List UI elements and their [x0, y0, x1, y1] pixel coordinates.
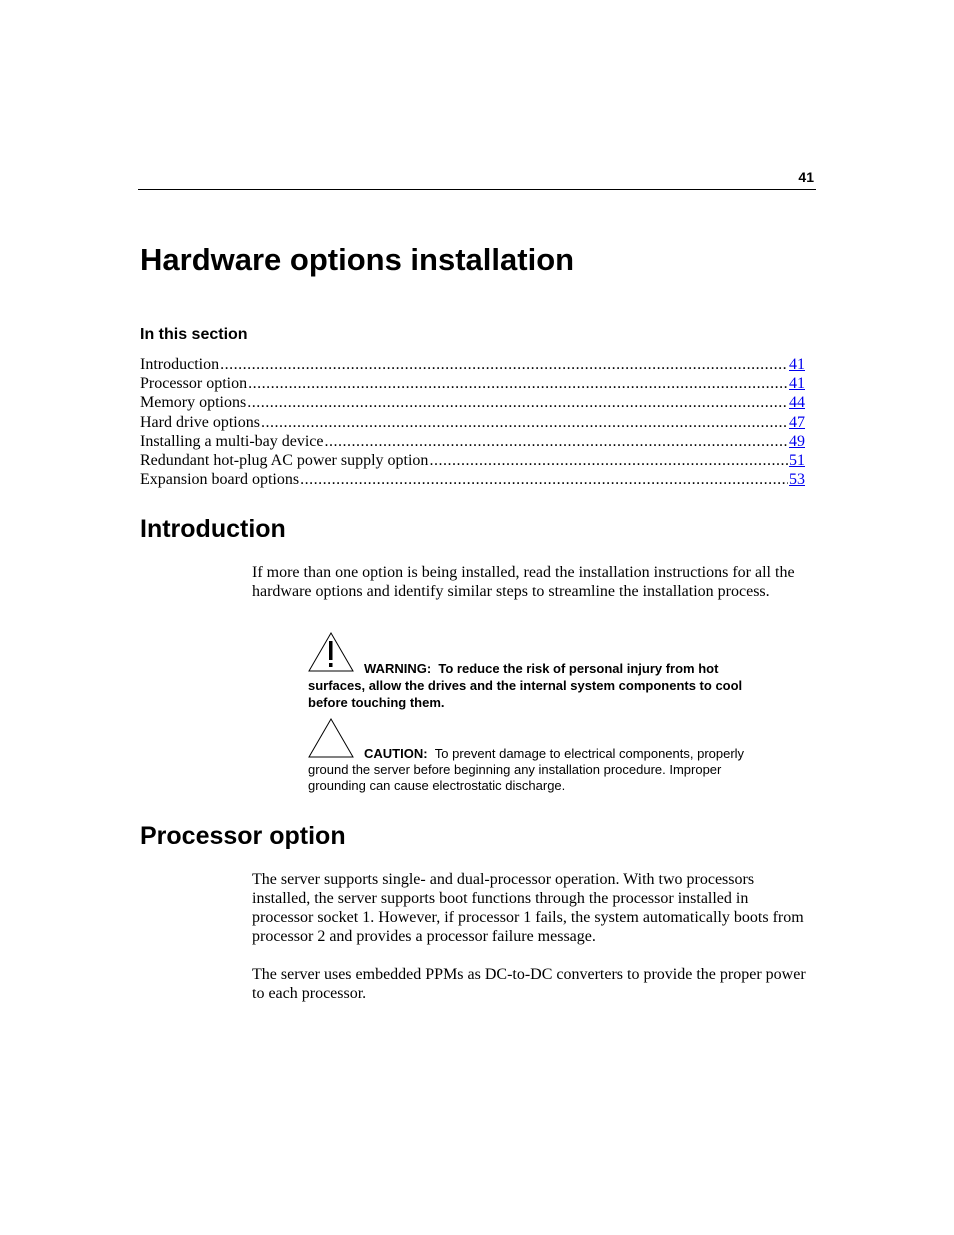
- toc-leader: [429, 451, 788, 470]
- warning-note: [308, 632, 758, 711]
- toc-page-link[interactable]: 41: [789, 356, 805, 373]
- toc-page-link[interactable]: 49: [789, 432, 805, 450]
- page-number: 41: [798, 169, 814, 185]
- introduction-paragraph: If more than one option is being installed, read the installation instructions for all the hardware options and identify similar steps to streamline the installation process.: [252, 564, 795, 600]
- header-rule: [138, 189, 816, 190]
- toc-leader: [261, 413, 788, 432]
- toc-leader: [300, 470, 788, 489]
- toc-entry: [140, 374, 805, 393]
- toc-leader: [247, 393, 788, 412]
- warning-triangle-icon: [308, 632, 354, 672]
- caution-note: [308, 718, 758, 794]
- toc-entry-label: Expansion board options: [140, 471, 300, 489]
- toc-entry: [140, 413, 805, 432]
- toc-leader: [248, 374, 788, 393]
- toc-entry-label: Introduction: [140, 356, 220, 373]
- caution-label: CAUTION:: [364, 746, 428, 761]
- toc-page-link[interactable]: 44: [789, 394, 805, 412]
- processor-paragraph: The server uses embedded PPMs as DC-to-DC converters to provide the proper power to each processor.: [252, 966, 806, 1002]
- toc-page-link[interactable]: 53: [789, 471, 805, 489]
- toc-entry: [140, 432, 805, 451]
- toc-entry: [140, 451, 805, 470]
- chapter-title: Hardware options installation: [140, 242, 575, 277]
- toc-entry: [140, 470, 805, 489]
- toc-page-link[interactable]: 47: [789, 413, 805, 431]
- toc-entry-label: Hard drive options: [140, 413, 260, 431]
- toc-page-link[interactable]: 51: [789, 451, 805, 469]
- toc-leader: [220, 355, 788, 374]
- toc-entry-label: Redundant hot-plug AC power supply option: [140, 451, 429, 469]
- toc-entry: [140, 355, 805, 374]
- caution-text: To prevent damage to electrical components, properly ground the server before beginning any installation procedure. Improper grounding can cause electrostatic discharge.: [308, 746, 745, 793]
- processor-paragraph: The server supports single- and dual-processor operation. With two processors installed, the server supports boot functions through the processor installed in processor socket 1. However, if processor 1 fails, the system automatically boots from processor 2 and provides a processor failure message.: [252, 871, 804, 945]
- toc-page-link[interactable]: 41: [789, 375, 805, 393]
- toc-entry: [140, 393, 805, 412]
- processor-option-heading: Processor option: [140, 822, 346, 850]
- table-of-contents: [140, 355, 805, 489]
- toc-leader: [325, 432, 789, 451]
- warning-label: WARNING:: [364, 661, 432, 676]
- toc-entry-label: Installing a multi-bay device: [140, 432, 324, 450]
- toc-entry-label: Memory options: [140, 394, 247, 412]
- toc-entry-label: Processor option: [140, 375, 248, 393]
- introduction-heading: Introduction: [140, 515, 286, 543]
- warning-text: To reduce the risk of personal injury from hot surfaces, allow the drives and the internal system components to cool before touching them.: [308, 661, 743, 710]
- toc-heading: In this section: [140, 326, 248, 343]
- caution-triangle-icon: [308, 718, 354, 758]
